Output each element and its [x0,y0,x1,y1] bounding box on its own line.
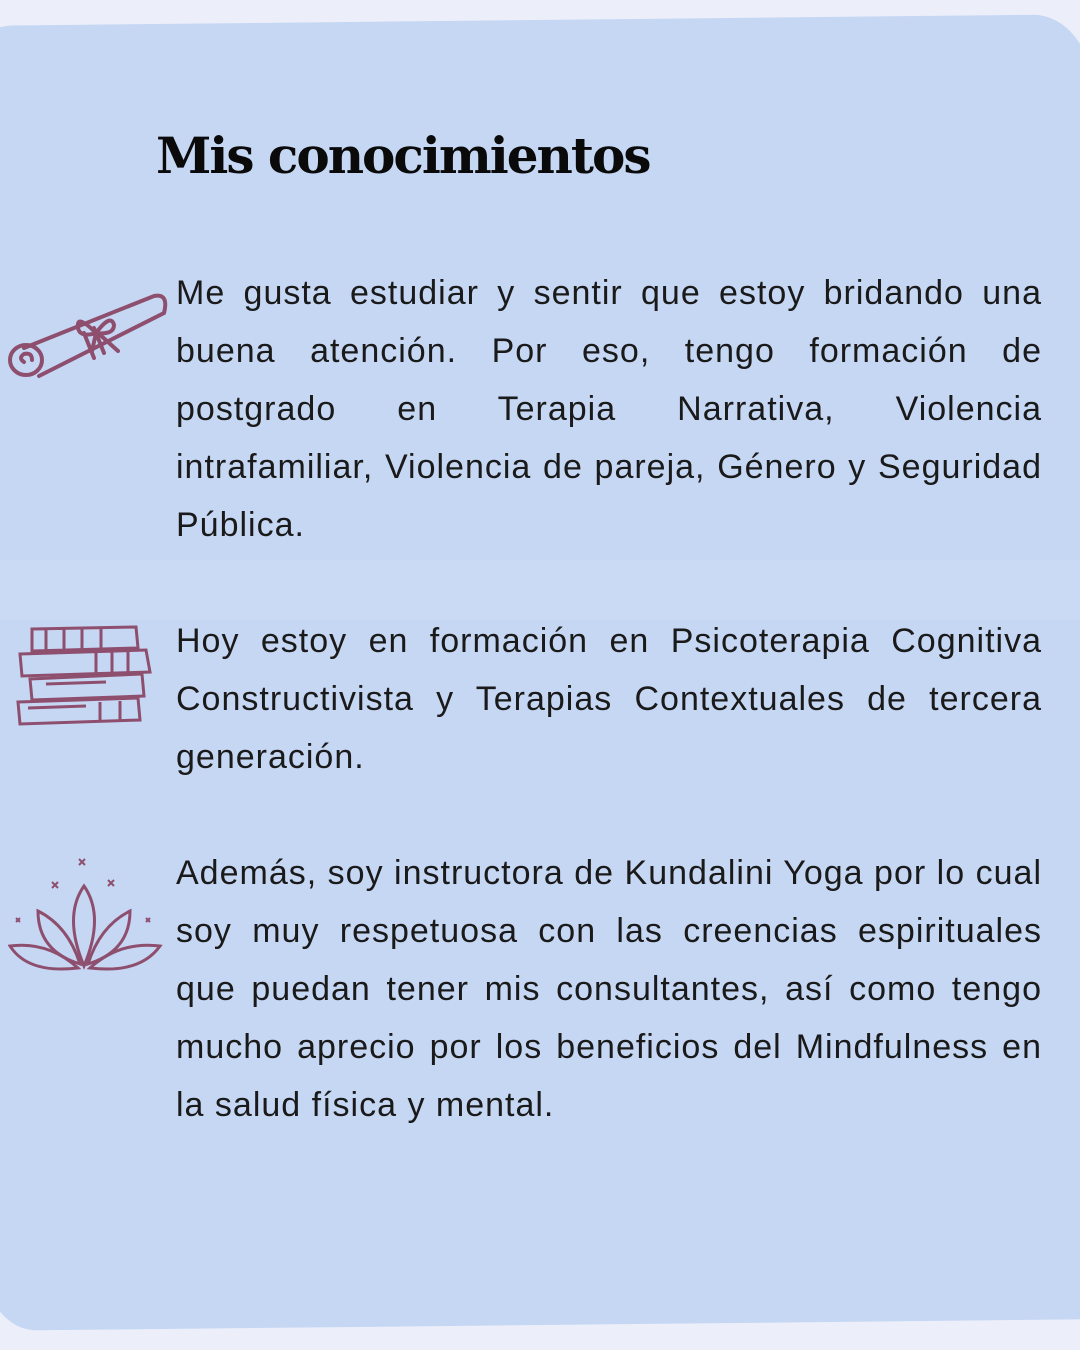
lotus-icon [8,856,163,974]
watercolor-streak [0,560,1080,620]
page-title: Mis conocimientos [156,126,650,185]
paragraph-postgrad: Me gusta estudiar y sentir que estoy bridando una buena atención. Por eso, tengo formación de postgrado en Terapia Narrativa, Violencia intrafamiliar, Violencia de pareja, Género y Seguridad Pública. [176,274,1042,544]
books-stack-icon [16,624,154,728]
diploma-scroll-icon [4,288,169,383]
paragraph-yoga: Además, soy instructora de Kundalini Yoga por lo cual soy muy respetuosa con las creencias espirituales que puedan tener mis consultantes, así como tengo mucho aprecio por los beneficios del Mindfulness en la salud física y mental. [176,854,1042,1124]
paragraph-current-training: Hoy estoy en formación en Psicoterapia Cognitiva Constructivista y Terapias Contextuales de tercera generación. [176,622,1042,776]
